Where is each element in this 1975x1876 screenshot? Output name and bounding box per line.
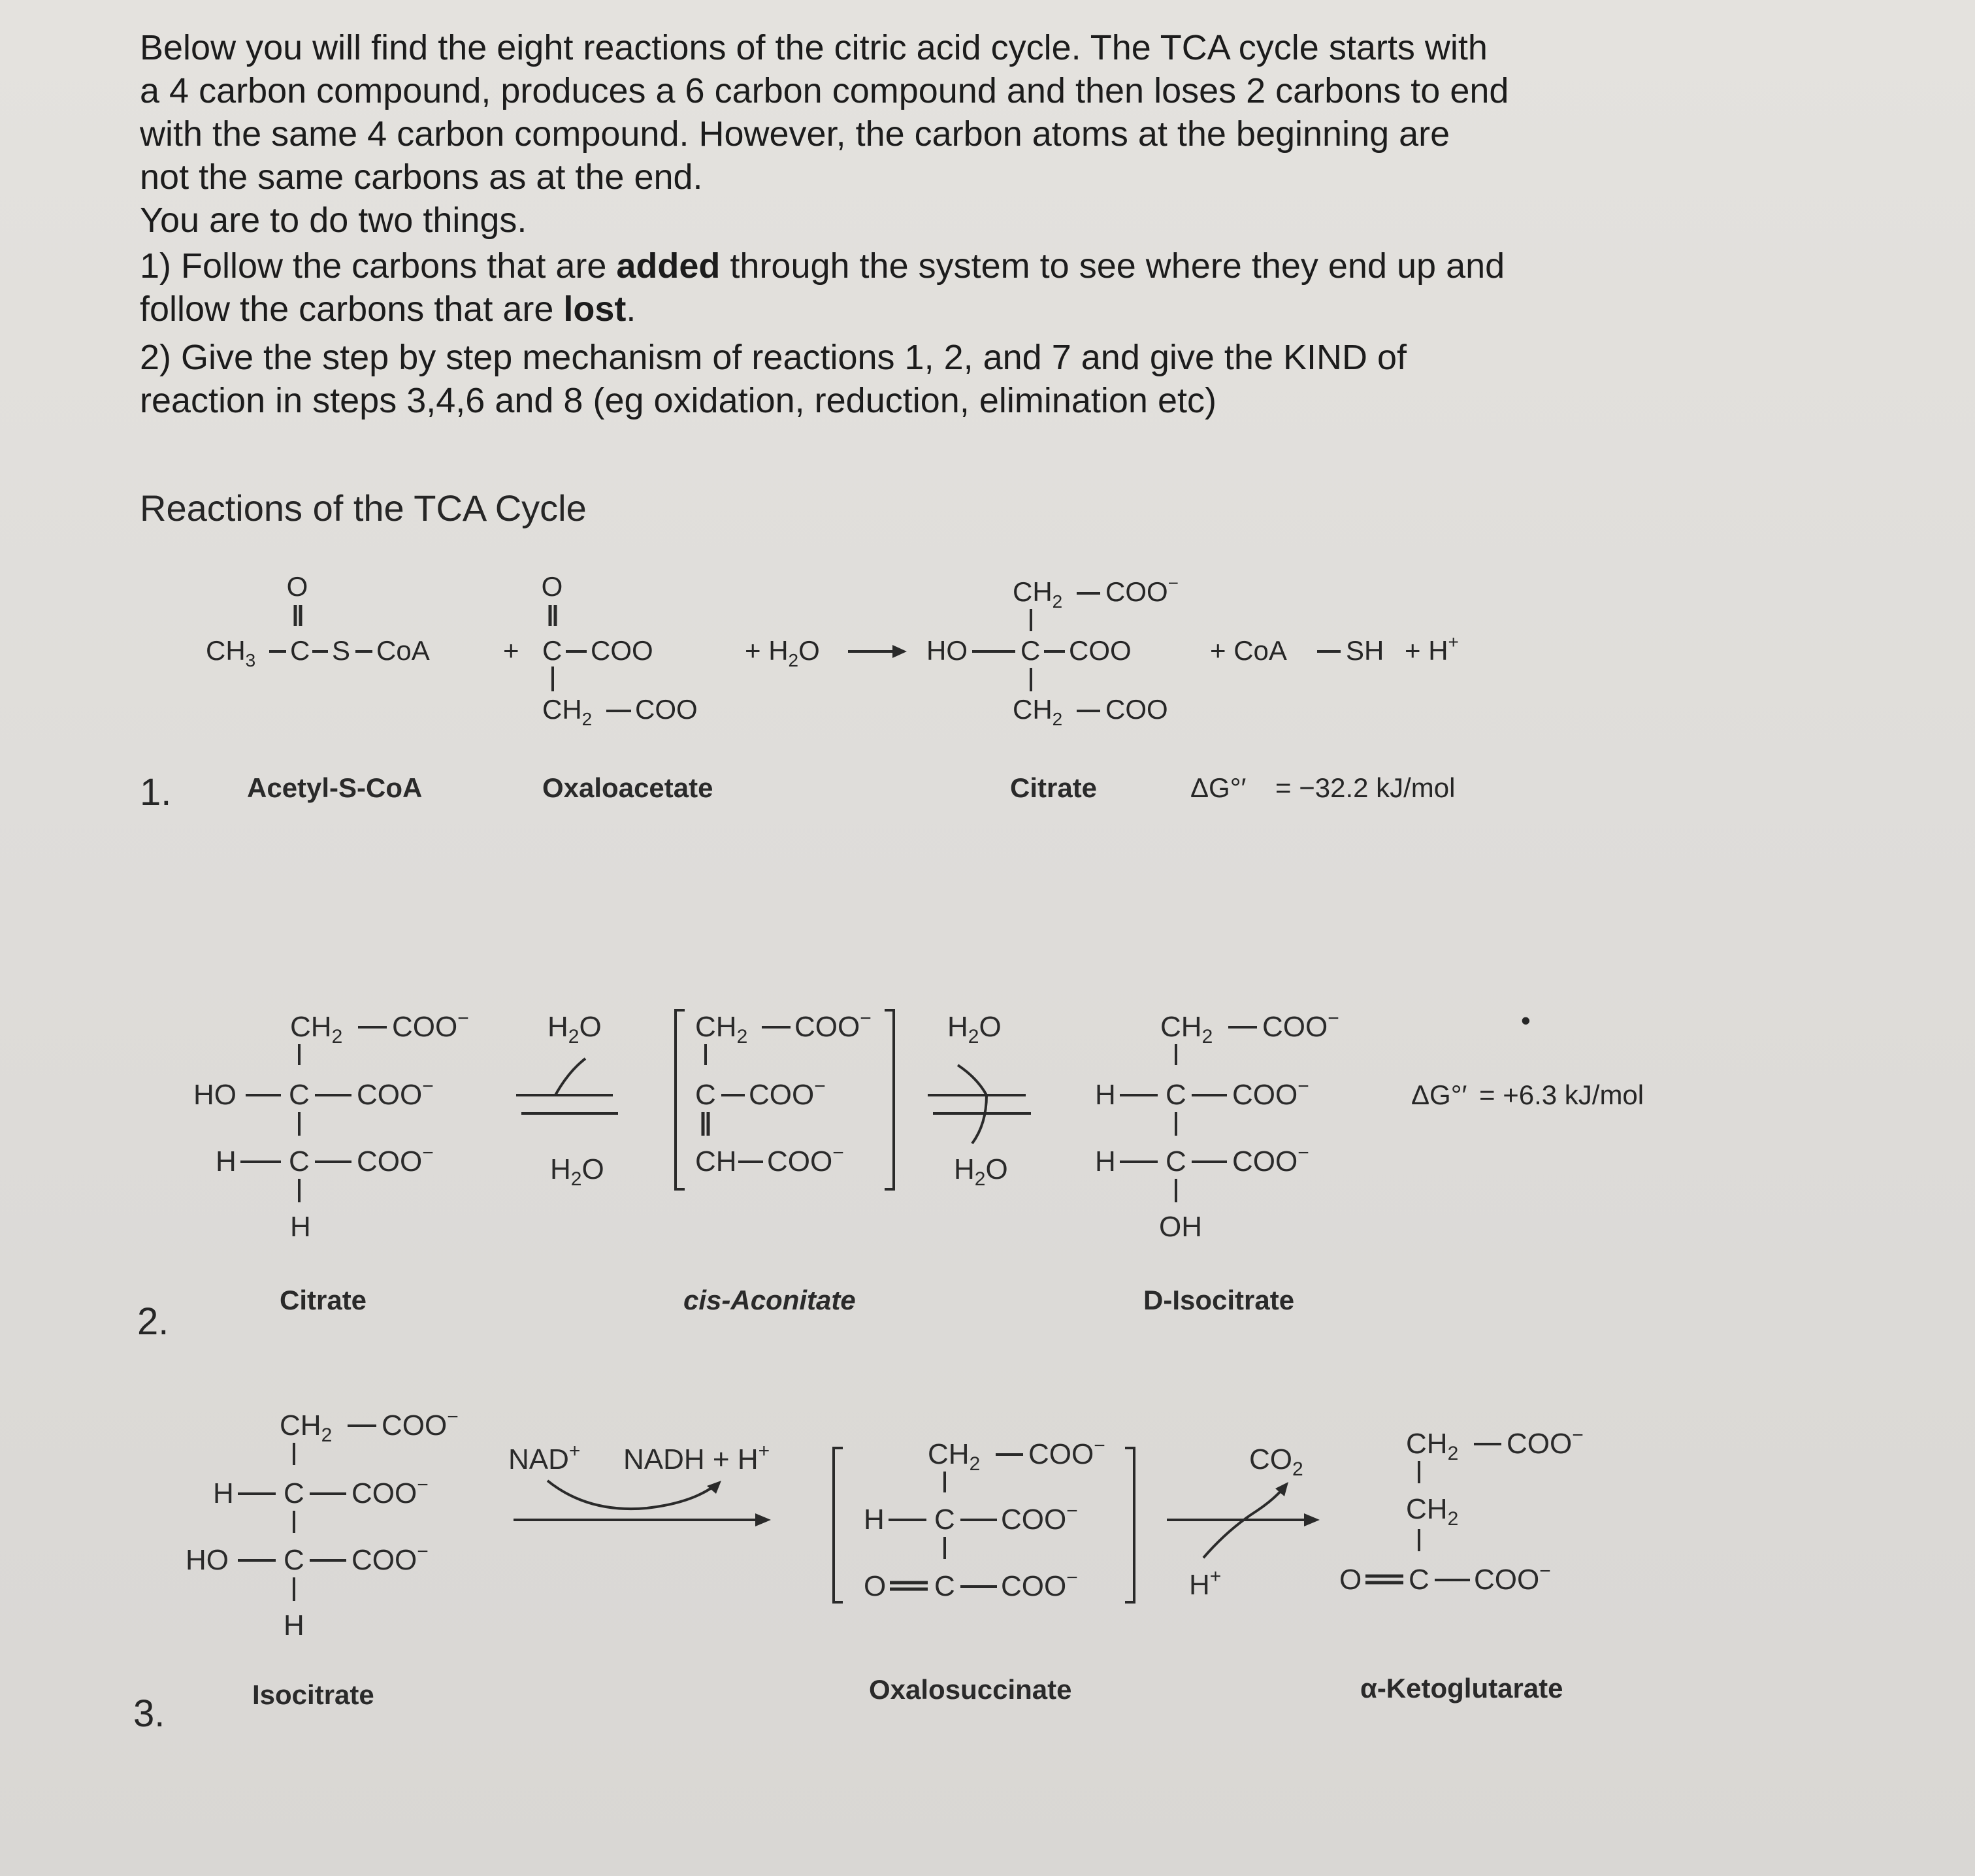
acetyl-c: C [290,635,310,666]
isocitrate-coo-1: COO− [1262,1008,1339,1043]
co2-release-curve [1203,1489,1283,1558]
coa-product: + CoA [1210,635,1287,666]
reaction-2-scheme [0,1000,1975,1353]
oxalosuccinate-coo-3: COO− [1001,1567,1078,1602]
compound-name-citrate: Citrate [280,1285,367,1315]
coa-sh: SH [1346,635,1384,666]
isocitrate-h-2: H [1095,1145,1116,1177]
citrate-c2: C [289,1145,310,1177]
oxaloacetate-coo-2: COO [635,694,698,725]
task-2-cont: reaction in steps 3,4,6 and 8 (eg oxidation, reduction, elimination etc) [140,381,1216,420]
acetyl-carbonyl-o: O [286,571,308,602]
citrate-coo-3: COO− [357,1142,434,1177]
intro-line: with the same 4 carbon compound. However, the carbon atoms at the beginning are [140,114,1450,154]
arrow-head [892,645,907,658]
water-top-1: $H_2O$ [547,1011,602,1047]
citrate-ch2: $CH_2$ [290,1011,343,1047]
compound-name-cis-aconitate: cis-Aconitate [683,1285,856,1315]
proton-product: + H+ [1405,632,1459,666]
nad-plus: NAD+ [508,1440,581,1475]
isocitrate-c2: C [284,1544,304,1576]
isocitrate-c1: C [284,1477,304,1509]
task-1-text-2: through the system to see where they end up and [720,246,1505,286]
intro-line: a 4 carbon compound, produces a 6 carbon compound and then loses 2 carbons to end [140,71,1509,110]
carbon-dioxide: $CO_2$ [1249,1443,1303,1480]
citrate-coo-1: COO− [392,1008,469,1043]
section-title: Reactions of the TCA Cycle [140,487,587,529]
bracket-left [834,1448,843,1602]
citrate-coo-bottom: COO [1105,694,1168,725]
water-bottom-2: $H_2O$ [954,1153,1008,1190]
oxalosuccinate-ch2: $CH_2$ [928,1438,981,1475]
isocitrate-h-bottom: H [284,1609,304,1641]
ketoglutarate-ch2-2: $CH_2$ [1406,1493,1459,1530]
oxaloacetate-c: C [542,635,563,666]
task-1-cont [140,288,1734,331]
compound-name-citrate: Citrate [1010,772,1098,803]
isocitrate-ch2: $CH_2$ [1160,1011,1213,1047]
citrate-h-bottom: H [290,1211,311,1243]
oxalosuccinate-coo-1: COO− [1028,1435,1105,1470]
citrate-c: C [1020,635,1041,666]
task-1-text: 1) Follow the carbons that are [140,246,617,286]
compound-name-d-isocitrate: D-Isocitrate [1143,1285,1295,1315]
reaction-3 [0,1398,1975,1764]
aconitate-ch2: $CH_2$ [695,1011,748,1047]
task-2: 2) Give the step by step mechanism of reactions 1, 2, and 7 and give the KIND of [140,338,1407,377]
citrate-ho: HO [926,635,968,666]
citrate-h: H [216,1145,237,1177]
ketoglutarate-o: O [1339,1564,1362,1596]
reaction-2 [0,1000,1975,1353]
isocitrate-c2: C [1166,1145,1186,1177]
citrate-coo: COO [1069,635,1132,666]
aconitate-coo-1: COO− [794,1008,872,1043]
ketoglutarate-coo-2: COO− [1474,1560,1551,1596]
oxalosuccinate-c1: C [934,1504,955,1536]
arrow-head [755,1513,771,1526]
reaction-number: 2. [137,1300,169,1343]
isocitrate-ch2: $CH_2$ [280,1409,333,1446]
nadh-plus-h: NADH + H+ [623,1440,770,1475]
ketoglutarate-c: C [1409,1564,1429,1596]
compound-name-isocitrate: Isocitrate [252,1679,374,1710]
bracket-right [1125,1448,1134,1602]
water-reactant: + $H_2O$ [745,635,820,670]
oxalosuccinate-h: H [864,1504,885,1536]
reaction-number: 1. [140,771,172,814]
delta-g-label: ΔG°′ [1411,1079,1467,1110]
aconitate-c: C [695,1079,716,1111]
water-bottom-1: $H_2O$ [550,1153,604,1190]
isocitrate-h-1: H [1095,1079,1116,1111]
bracket-left [676,1010,685,1189]
water-uptake-curve [958,1065,987,1144]
water-release-curve [555,1059,585,1095]
delta-g-value: = −32.2 kJ/mol [1275,772,1456,803]
acetyl-ch3: $CH_3$ [206,635,256,670]
reaction-number: 3. [133,1692,165,1735]
delta-g-label: ΔG°′ [1190,772,1247,803]
bracket-right [885,1010,894,1189]
compound-name-acetyl-coa: Acetyl-S-CoA [247,772,423,803]
water-top-2: $H_2O$ [947,1011,1002,1047]
compound-name-oxalosuccinate: Oxalosuccinate [869,1674,1072,1705]
citrate-ch2-bottom: $CH_2$ [1013,694,1063,729]
oxaloacetate-coo: COO [591,635,653,666]
oxalosuccinate-o: O [864,1570,887,1602]
ketoglutarate-coo-1: COO− [1507,1424,1584,1460]
task-1-period: . [626,289,636,329]
aconitate-coo-2: COO− [749,1076,826,1111]
isocitrate-oh: OH [1159,1211,1202,1243]
isocitrate-c1: C [1166,1079,1186,1111]
intro-line: Below you will find the eight reactions of the citric acid cycle. The TCA cycle starts with [140,28,1488,67]
oxaloacetate-ch2: $CH_2$ [542,694,593,729]
reaction-3-scheme [0,1398,1975,1764]
delta-g-value: = +6.3 kJ/mol [1479,1079,1644,1110]
isocitrate-coo-3: COO− [351,1541,429,1576]
isocitrate-coo-1: COO− [382,1406,459,1441]
task-1-text-3: follow the carbons that are [140,289,564,329]
isocitrate-coo-2: COO− [1232,1076,1309,1111]
proton: H+ [1189,1566,1222,1601]
aconitate-coo-3: COO− [767,1142,844,1177]
reaction-1 [0,562,1975,836]
citrate-coo-2: COO− [357,1076,434,1111]
task-1 [140,244,1734,288]
compound-name-oxaloacetate: Oxaloacetate [542,772,713,803]
acetyl-coa: CoA [376,635,430,666]
acetyl-s: S [332,635,351,666]
citrate-ch2-top: $CH_2$ [1013,576,1063,612]
isocitrate-coo-3: COO− [1232,1142,1309,1177]
aconitate-ch: CH [695,1145,737,1177]
citrate-coo-top: COO− [1105,573,1179,607]
intro-line: not the same carbons as at the end. [140,157,703,197]
arrow-head [1304,1513,1320,1526]
instructions [140,26,1734,422]
cofactor-curve [547,1481,716,1509]
isocitrate-coo-2: COO− [351,1474,429,1509]
intro-line: You are to do two things. [140,201,527,240]
plus-sign: + [503,635,519,666]
oxaloacetate-carbonyl-o: O [541,571,563,602]
isocitrate-h: H [213,1477,234,1509]
task-1-lost: lost [563,289,627,329]
oxalosuccinate-c2: C [934,1570,955,1602]
task-1-added: added [616,246,721,286]
isocitrate-ho: HO [186,1544,229,1576]
reaction-1-scheme [0,562,1975,836]
citrate-ho: HO [193,1079,237,1111]
ketoglutarate-ch2-1: $CH_2$ [1406,1428,1459,1464]
compound-name-alpha-ketoglutarate: α-Ketoglutarate [1360,1673,1563,1703]
cofactor-arrow-head [707,1481,721,1494]
stray-dot: • [1521,1005,1531,1036]
citrate-c1: C [289,1079,310,1111]
oxalosuccinate-coo-2: COO− [1001,1500,1078,1536]
